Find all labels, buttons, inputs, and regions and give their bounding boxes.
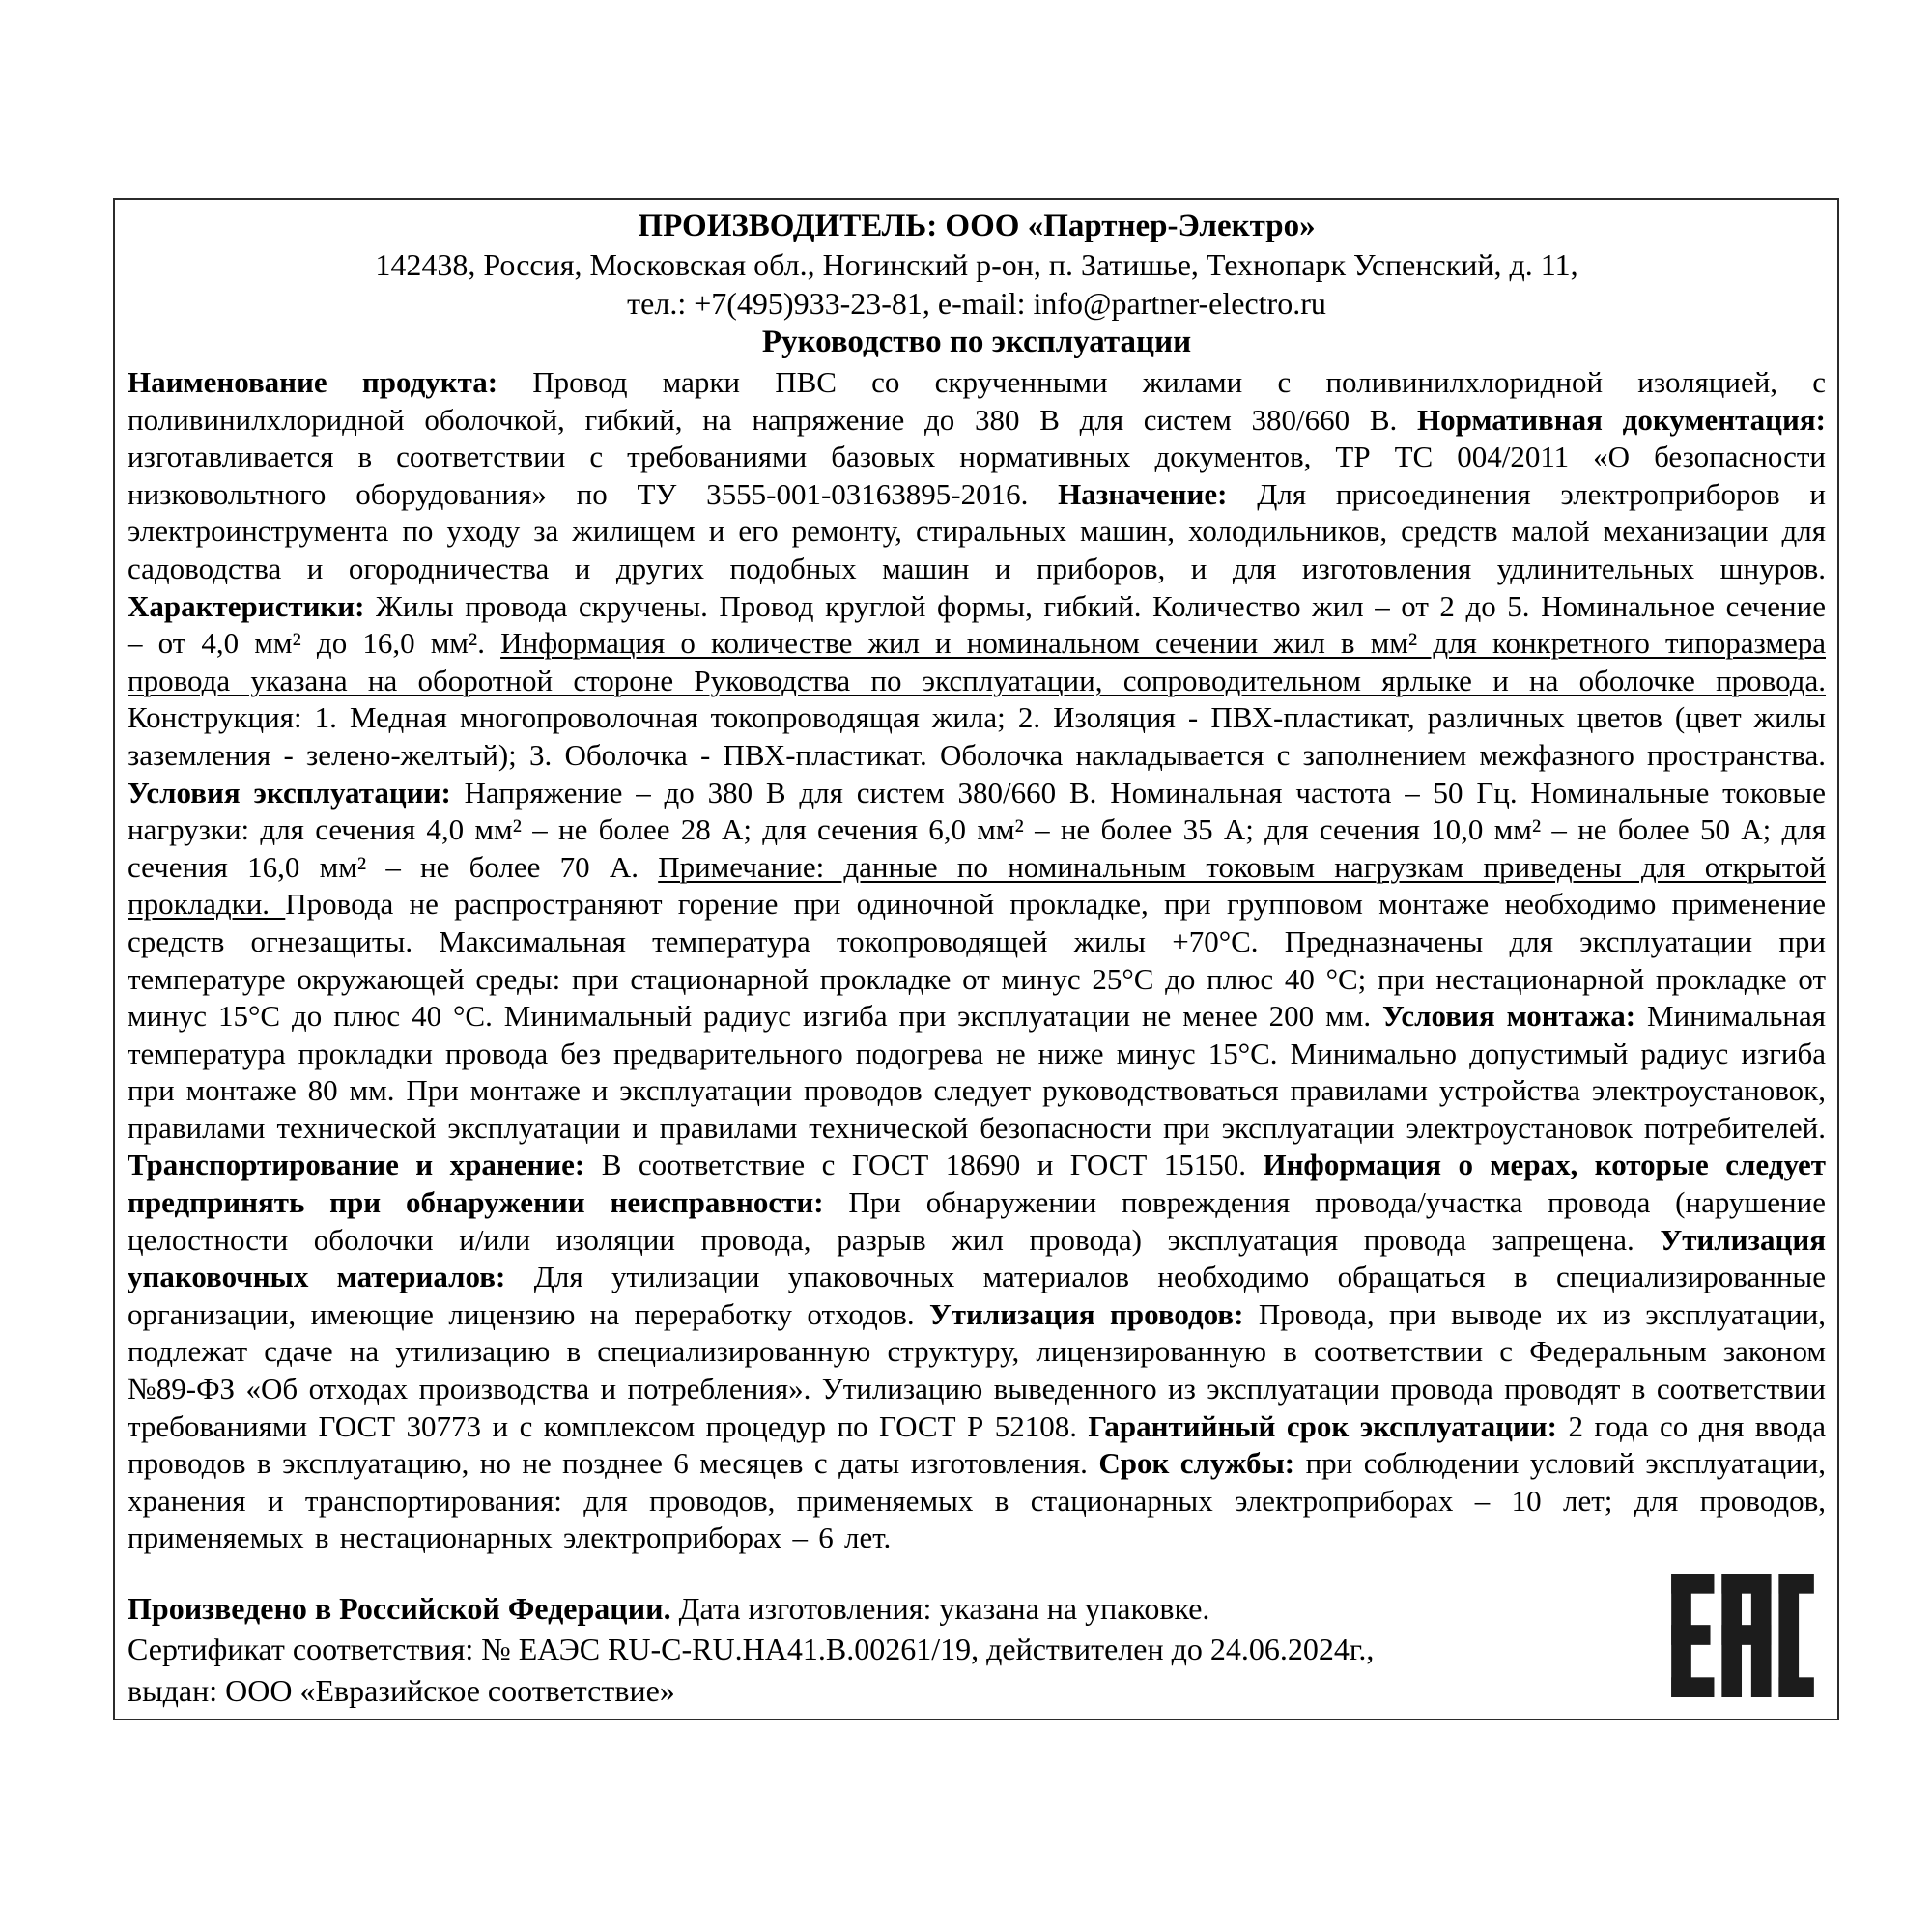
eac-letters bbox=[1671, 1574, 1814, 1697]
manual-body-text: Наименование продукта: Провод марки ПВС со скрученными жилами с поливинилхлоридной изоляцией, с поливинилхлоридной оболочкой, гибкий, на напряжение до 380 В для систем 380/660 В. Нормативная документация: изготавливается в соответствии с требованиями базовых нормативных документов, ТР ТС 004/2011 «О безопасности низковольтного оборудования» по ТУ 3555-001-03163895-2016. Назначение: Для присоединения электроприборов и электроинструмента по уходу за жилищем и его ремонту, стиральных машин, холодильников, средств малой механизации для садоводства и огородничества и других подобных машин и приборов, и для изготовления удлинительных шнуров. Характеристики: Жилы провода скручены. Провод круглой формы, гибкий. Количество жил – от 2 до 5. Номинальное сечение – от 4,0 мм² до 16,0 мм². Информация о количестве жил и номинальном сечении жил в мм² для конкретного типоразмера провода указана на оборотной стороне Руководства по эксплуатации, сопроводительном ярлыке и на оболочке провода. Конструкция: 1. Медная многопроволочная токопроводящая жила; 2. Изоляция - ПВХ-пластикат, различных цветов (цвет жилы заземления - зелено-желтый); 3. Оболочка - ПВХ-пластикат. Оболочка накладывается с заполнением межфазного пространства. Условия эксплуатации: Напряжение – до 380 В для систем 380/660 В. Номинальная частота – 50 Гц. Номинальные токовые нагрузки: для сечения 4,0 мм² – не более 28 А; для сечения 6,0 мм² – не более 35 А; для сечения 10,0 мм² – не более 50 А; для сечения 16,0 мм² – не более 70 А. Примечание: данные по номинальным токовым нагрузкам приведены для открытой прокладки. Провода не распространяют горение при одиночной прокладке, при групповом монтаже необходимо применение средств огнезащиты. Максимальная температура токопроводящей жилы +70°С. Предназначены для эксплуатации при температуре окружающей среды: при стационарной прокладке от минус 25°С до плюс 40 °С; при нестационарной прокладке от минус 15°С до плюс 40 °С. Минимальный радиус изгиба при эксплуатации не менее 200 мм. Условия монтажа: Минимальная температура прокладки провода без предварительного подогрева не ниже минус 15°С. Минимально допустимый радиус изгиба при монтаже 80 мм. При монтаже и эксплуатации проводов следует руководствоваться правилами устройства электроустановок, правилами технической эксплуатации и правилами технической безопасности при эксплуатации электроустановок потребителей. Транспортирование и хранение: В соответствие с ГОСТ 18690 и ГОСТ 15150. Информация о мерах, которые следует предпринять при обнаружении неисправности: При обнаружении повреждения провода/участка провода (нарушение целостности оболочки и/или изоляции провода, разрыв жил провода) эксплуатация провода запрещена. Утилизация упаковочных материалов: Для утилизации упаковочных материалов необходимо обращаться в специализированные организации, имеющие лицензию на переработку отходов. Утилизация проводов: Провода, при выводе их из эксплуатации, подлежат сдаче на утилизацию в специализированную структуру, лицензированную в соответствии с Федеральным законом №89-ФЗ «Об отходах производства и потребления». Утилизацию выведенного из эксплуатации провода проводят в соответствии требованиями ГОСТ 30773 и с комплексом процедур по ГОСТ Р 52108. Гарантийный срок эксплуатации: 2 года со дня ввода проводов в эксплуатацию, но не позднее 6 месяцев с даты изготовления. Срок службы: при соблюдении условий эксплуатации, хранения и транспортирования: для проводов, применяемых в стационарных электроприборах – 10 лет; для проводов, применяемых в нестационарных электроприборах – 6 лет. bbox=[128, 365, 1827, 1555]
document-title: Руководство по эксплуатации bbox=[761, 325, 1192, 359]
made-in-line: Произведено в Российской Федерации. Дата изготовления: указана на упаковке. bbox=[128, 1590, 1210, 1626]
manufacturer-line: ПРОИЗВОДИТЕЛЬ: ООО «Партнер-Электро» bbox=[638, 209, 1316, 243]
contacts-line: тел.: +7(495)933-23-81, e-mail: info@partner-electro.ru bbox=[627, 286, 1326, 321]
address-line: 142438, Россия, Московская обл., Ногинский р-он, п. Затишье, Технопарк Успенский, д. 11, bbox=[375, 247, 1578, 282]
footer-block bbox=[128, 1588, 1826, 1712]
certificate-line: Сертификат соответствия: № ЕАЭС RU-C-RU.НА41.В.00261/19, действителен до 24.06.2024г., bbox=[128, 1632, 1375, 1666]
eac-mark-svg bbox=[1671, 1574, 1814, 1697]
eac-conformity-mark-icon bbox=[1671, 1574, 1814, 1697]
manual-document bbox=[113, 198, 1839, 1720]
issued-line: выдан: ООО «Евразийское соответствие» bbox=[128, 1672, 675, 1708]
